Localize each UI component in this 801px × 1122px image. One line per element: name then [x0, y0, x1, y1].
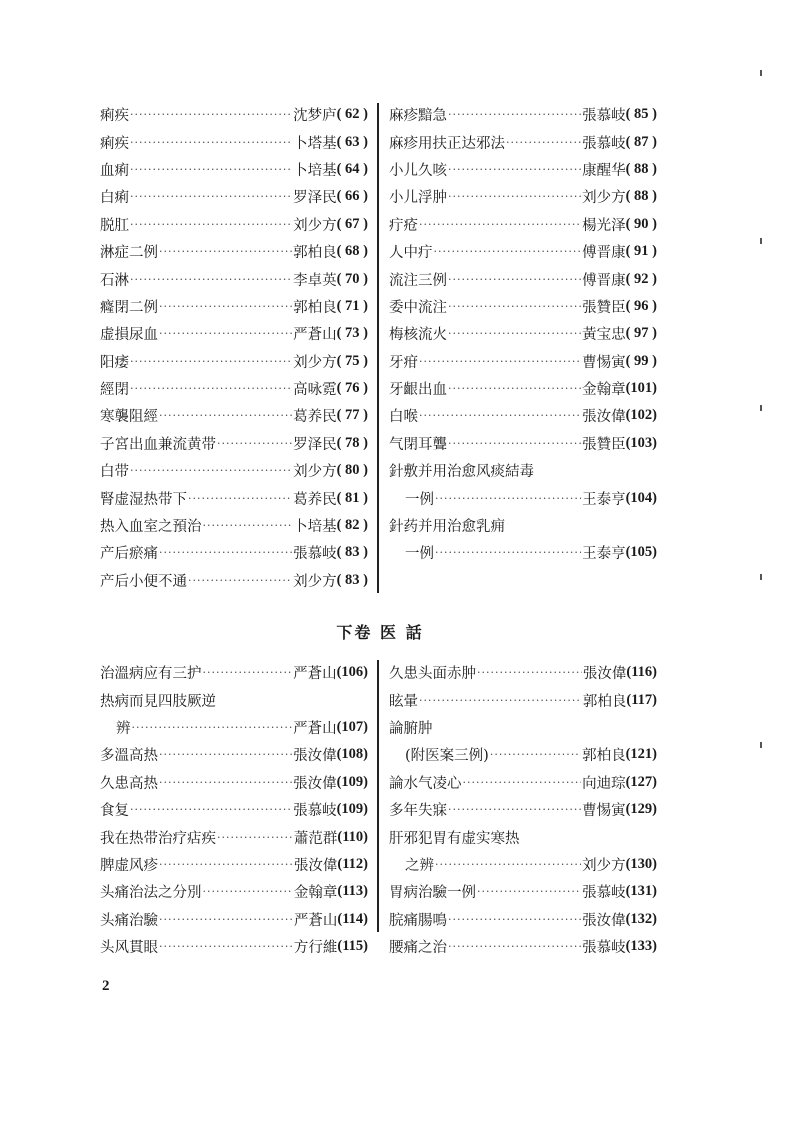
- entry-author: 刘少方: [293, 464, 337, 481]
- entry-page: ( 85 ): [625, 106, 657, 123]
- scan-edge-mark: [760, 742, 762, 748]
- entry-page: (110): [337, 828, 368, 845]
- dot-leader: [448, 190, 581, 203]
- dot-leader: [188, 574, 292, 587]
- entry-page: (106): [336, 664, 368, 681]
- toc-entry: [100, 796, 368, 823]
- dot-leader: [132, 721, 293, 734]
- entry-page: ( 91 ): [625, 243, 657, 260]
- toc-entry: [100, 183, 368, 210]
- entry-page: (108): [336, 746, 368, 763]
- dot-leader: [448, 940, 581, 953]
- entry-author: 严蒼山: [293, 327, 337, 344]
- entry-author: 严蒼山: [293, 912, 338, 929]
- toc-entry: [100, 484, 368, 511]
- entry-title: 人中疔: [389, 245, 433, 262]
- toc-entry: [100, 348, 368, 375]
- toc-entry: [100, 238, 368, 265]
- entry-page: ( 78 ): [336, 434, 368, 451]
- toc-top-left: [100, 101, 368, 594]
- entry-author: 高咏霓: [293, 382, 337, 399]
- entry-author: 李卓英: [293, 272, 337, 289]
- entry-page: (115): [337, 938, 368, 955]
- entry-author: 楊光泽: [582, 217, 626, 234]
- dot-leader: [419, 409, 581, 422]
- toc-entry: [100, 156, 368, 183]
- entry-author: 張汝偉: [582, 666, 627, 683]
- toc-entry: [100, 128, 368, 155]
- dot-leader: [448, 108, 581, 121]
- entry-title: 小儿浮肿: [389, 190, 447, 207]
- scan-edge-mark: [760, 70, 762, 76]
- entry-author: 刘少方: [582, 857, 626, 874]
- entry-author: 曹惕寅: [582, 803, 626, 820]
- toc-entry: [100, 265, 368, 292]
- entry-page: ( 71 ): [336, 297, 368, 314]
- toc-entry: [100, 714, 368, 741]
- entry-page: (132): [625, 910, 657, 927]
- toc-entry: [389, 878, 657, 905]
- entry-title: 腰痛之治: [389, 940, 447, 957]
- entry-author: 方行維: [293, 940, 338, 957]
- entry-title: 小儿久咳: [389, 162, 447, 179]
- entry-title-continuation: 一例: [405, 491, 434, 508]
- toc-entry: [100, 293, 368, 320]
- toc-entry: [100, 769, 368, 796]
- toc-top-right: [389, 101, 657, 567]
- toc-entry: [389, 430, 657, 457]
- toc-entry: [389, 320, 657, 347]
- toc-entry: [389, 851, 657, 878]
- entry-author: 張慕岐: [582, 940, 626, 957]
- entry-author: 郭柏良: [293, 299, 337, 316]
- toc-entry: [100, 101, 368, 128]
- entry-title: 牙齦出血: [389, 382, 447, 399]
- entry-title: 白带: [100, 464, 129, 481]
- toc-entry: [389, 101, 657, 128]
- dot-leader: [203, 666, 293, 679]
- entry-page: (113): [337, 883, 368, 900]
- dot-leader: [448, 327, 581, 340]
- entry-title: 血痢: [100, 162, 129, 179]
- entry-title: 痢疾: [100, 108, 129, 125]
- toc-entry: [389, 211, 657, 238]
- entry-page: (117): [626, 691, 657, 708]
- dot-leader: [448, 163, 581, 176]
- toc-entry: [100, 906, 368, 933]
- entry-page: ( 81 ): [336, 489, 368, 506]
- toc-entry: [100, 211, 368, 238]
- toc-entry-title-line: [389, 823, 657, 850]
- entry-page: (112): [337, 855, 368, 872]
- dot-leader: [448, 437, 581, 450]
- toc-entry-title-line: [389, 714, 657, 741]
- entry-author: 郭柏良: [582, 748, 626, 765]
- entry-title: 牙疳: [389, 354, 418, 371]
- dot-leader: [506, 136, 581, 149]
- dot-leader: [203, 519, 293, 532]
- entry-title-continuation: 之辨: [405, 857, 434, 874]
- entry-title: 我在热带治疗痁疾: [100, 830, 216, 847]
- toc-entry: [100, 933, 368, 960]
- dot-leader: [463, 776, 582, 789]
- entry-title: 治溫病应有三护: [100, 666, 202, 683]
- entry-title: 脾虚风疹: [100, 857, 158, 874]
- column-divider-top: [377, 103, 379, 593]
- toc-entry: [100, 430, 368, 457]
- entry-page: ( 63 ): [336, 133, 368, 150]
- entry-title: 脱肛: [100, 217, 129, 234]
- toc-entry: [389, 741, 657, 768]
- entry-title: 头痛治驗: [100, 912, 158, 929]
- dot-leader: [477, 666, 582, 679]
- dot-leader: [419, 355, 581, 368]
- entry-page: ( 70 ): [336, 270, 368, 287]
- dot-leader: [448, 803, 581, 816]
- entry-page: (102): [625, 407, 657, 424]
- toc-entry: [389, 128, 657, 155]
- entry-page: ( 80 ): [336, 462, 368, 479]
- entry-author: 張慕岐: [293, 803, 337, 820]
- entry-author: 張汝偉: [293, 775, 337, 792]
- entry-title: 流注三例: [389, 272, 447, 289]
- entry-page: (103): [625, 434, 657, 451]
- toc-entry-title-line: [100, 686, 368, 713]
- entry-page: (129): [625, 801, 657, 818]
- dot-leader: [419, 218, 581, 231]
- entry-page: ( 90 ): [625, 215, 657, 232]
- entry-author: 張贊臣: [582, 299, 626, 316]
- entry-title: 气閉耳聾: [389, 436, 447, 453]
- toc-entry: [389, 375, 657, 402]
- entry-title: 疔疮: [389, 217, 418, 234]
- section-title: 下卷 医 話: [336, 623, 424, 642]
- entry-page: ( 66 ): [336, 188, 368, 205]
- entry-page: (101): [625, 380, 657, 397]
- toc-entry-title-line: [389, 512, 657, 539]
- entry-title: 久患高热: [100, 775, 158, 792]
- entry-page: ( 97 ): [625, 325, 657, 342]
- toc-bottom-left: [100, 659, 368, 960]
- entry-author: 刘少方: [293, 217, 337, 234]
- toc-entry: [100, 512, 368, 539]
- entry-author: 刘少方: [293, 573, 337, 590]
- dot-leader: [130, 108, 292, 121]
- toc-entry: [389, 933, 657, 960]
- entry-author: 罗泽民: [293, 436, 337, 453]
- entry-author: 張汝偉: [293, 857, 338, 874]
- entry-title: 淋症二例: [100, 245, 158, 262]
- toc-entry-title-line: [389, 457, 657, 484]
- entry-author: 卜培基: [293, 162, 337, 179]
- toc-entry: [389, 484, 657, 511]
- entry-title-continuation: 一例: [405, 546, 434, 563]
- dot-leader: [130, 355, 292, 368]
- entry-author: 卜塔基: [293, 135, 337, 152]
- entry-page: (104): [625, 489, 657, 506]
- entry-author: 張慕岐: [293, 546, 337, 563]
- entry-author: 郭柏良: [293, 245, 337, 262]
- dot-leader: [188, 492, 292, 505]
- toc-entry: [389, 906, 657, 933]
- toc-entry: [100, 402, 368, 429]
- entry-title-continuation: 辨: [116, 720, 131, 737]
- dot-leader: [130, 190, 292, 203]
- toc-entry: [100, 823, 368, 850]
- entry-page: (116): [626, 664, 657, 681]
- entry-page: (121): [625, 746, 657, 763]
- entry-author: 金翰章: [293, 885, 338, 902]
- entry-title: 肝邪犯胃有虚实寒热: [389, 830, 520, 847]
- dot-leader: [159, 913, 293, 926]
- toc-entry: [389, 659, 657, 686]
- entry-author: 黃宝忠: [582, 327, 626, 344]
- toc-entry: [100, 457, 368, 484]
- entry-title: 石淋: [100, 272, 129, 289]
- toc-entry: [389, 686, 657, 713]
- dot-leader: [130, 136, 292, 149]
- entry-author: 張汝偉: [582, 409, 626, 426]
- toc-entry: [389, 539, 657, 566]
- entry-title: 虚損尿血: [100, 327, 158, 344]
- entry-author: 張慕岐: [582, 135, 626, 152]
- dot-leader: [217, 437, 292, 450]
- entry-author: 康醒华: [582, 162, 626, 179]
- entry-title: 产后小便不通: [100, 573, 187, 590]
- entry-title: 腎虚湿热带下: [100, 491, 187, 508]
- entry-page: ( 73 ): [336, 325, 368, 342]
- entry-title: 热病而見四肢厥逆: [100, 693, 216, 710]
- entry-title: 白喉: [389, 409, 418, 426]
- toc-entry: [100, 741, 368, 768]
- toc-entry: [389, 293, 657, 320]
- entry-title: 子宮出血兼流黄带: [100, 436, 216, 453]
- dot-leader: [130, 273, 292, 286]
- toc-entry: [100, 320, 368, 347]
- page-number: 2: [102, 978, 110, 994]
- entry-page: (130): [625, 855, 657, 872]
- entry-author: 向迪琮: [582, 775, 626, 792]
- toc-entry: [100, 878, 368, 905]
- toc-bottom-right: [389, 659, 657, 960]
- entry-title: 麻疹用扶正达邪法: [389, 135, 505, 152]
- dot-leader: [159, 546, 292, 559]
- entry-title: 阳痿: [100, 354, 129, 371]
- entry-page: ( 92 ): [625, 270, 657, 287]
- entry-title: 产后瘀痛: [100, 546, 158, 563]
- dot-leader: [159, 776, 292, 789]
- entry-author: 葛养民: [293, 491, 337, 508]
- dot-leader: [477, 885, 581, 898]
- entry-page: (127): [625, 773, 657, 790]
- entry-page: ( 88 ): [625, 160, 657, 177]
- dot-leader: [159, 858, 293, 871]
- entry-author: 曹惕寅: [582, 354, 626, 371]
- entry-title: 經閉: [100, 382, 129, 399]
- entry-author: 張慕岐: [582, 885, 626, 902]
- entry-title: 論腑肿: [389, 720, 433, 737]
- entry-page: (109): [336, 801, 368, 818]
- entry-author: 罗泽民: [293, 190, 337, 207]
- entry-author: 刘少方: [293, 354, 337, 371]
- entry-author: 金翰章: [582, 382, 626, 399]
- entry-title: 白痢: [100, 190, 129, 207]
- entry-author: 郭柏良: [582, 693, 627, 710]
- entry-author: 傅晋康: [582, 245, 626, 262]
- entry-author: 張汝偉: [582, 912, 626, 929]
- dot-leader: [490, 748, 581, 761]
- entry-title: 梅核流火: [389, 327, 447, 344]
- entry-title: 胃病治驗一例: [389, 885, 476, 902]
- scan-edge-mark: [760, 574, 762, 580]
- entry-author: 刘少方: [582, 190, 626, 207]
- entry-title: 寒襲阻經: [100, 409, 158, 426]
- entry-page: ( 87 ): [625, 133, 657, 150]
- dot-leader: [448, 913, 581, 926]
- dot-leader: [203, 885, 293, 898]
- dot-leader: [448, 273, 581, 286]
- dot-leader: [448, 300, 581, 313]
- entry-page: (114): [337, 910, 368, 927]
- dot-leader: [130, 803, 292, 816]
- entry-page: ( 77 ): [336, 407, 368, 424]
- entry-title: 麻疹黯急: [389, 108, 447, 125]
- entry-title: 脘痛腸鳴: [389, 912, 447, 929]
- entry-title: 痢疾: [100, 135, 129, 152]
- entry-page: ( 83 ): [336, 571, 368, 588]
- entry-author: 严蒼山: [293, 666, 337, 683]
- entry-page: ( 75 ): [336, 352, 368, 369]
- entry-author: 傅晋康: [582, 272, 626, 289]
- entry-title: 头风貫眼: [100, 940, 158, 957]
- toc-entry: [100, 851, 368, 878]
- entry-page: (133): [625, 938, 657, 955]
- entry-title: 食复: [100, 803, 129, 820]
- entry-page: ( 99 ): [625, 352, 657, 369]
- toc-entry: [389, 402, 657, 429]
- entry-author: 葛养民: [293, 409, 337, 426]
- entry-page: ( 83 ): [336, 544, 368, 561]
- toc-entry: [389, 183, 657, 210]
- entry-page: (107): [336, 718, 368, 735]
- dot-leader: [419, 694, 582, 707]
- toc-entry: [100, 539, 368, 566]
- dot-leader: [435, 546, 581, 559]
- entry-title: 多溫高热: [100, 748, 158, 765]
- entry-author: 严蒼山: [293, 720, 337, 737]
- entry-title: 癃閉二例: [100, 299, 158, 316]
- entry-page: ( 82 ): [336, 517, 368, 534]
- entry-title: 針敷并用治愈风痰結毒: [389, 464, 534, 481]
- dot-leader: [435, 858, 581, 871]
- scan-edge-mark: [760, 405, 762, 411]
- entry-title: 針药并用治愈乳痈: [389, 519, 505, 536]
- dot-leader: [130, 382, 292, 395]
- toc-entry: [100, 567, 368, 594]
- column-divider-bottom: [377, 660, 379, 932]
- toc-entry: [389, 238, 657, 265]
- entry-author: 張贊臣: [582, 436, 626, 453]
- entry-title: 委中流注: [389, 299, 447, 316]
- dot-leader: [159, 940, 293, 953]
- entry-page: (105): [625, 544, 657, 561]
- toc-entry: [389, 769, 657, 796]
- entry-page: ( 62 ): [336, 106, 368, 123]
- entry-page: ( 96 ): [625, 297, 657, 314]
- entry-page: ( 67 ): [336, 215, 368, 232]
- dot-leader: [435, 492, 581, 505]
- dot-leader: [159, 245, 292, 258]
- scan-edge-mark: [760, 238, 762, 244]
- entry-author: 沈梦庐: [293, 108, 337, 125]
- entry-author: 卜培基: [293, 519, 337, 536]
- entry-page: (131): [625, 883, 657, 900]
- dot-leader: [159, 300, 292, 313]
- entry-author: 張慕岐: [582, 108, 626, 125]
- entry-title: 多年失寐: [389, 803, 447, 820]
- dot-leader: [159, 409, 292, 422]
- dot-leader: [159, 327, 292, 340]
- dot-leader: [130, 464, 292, 477]
- toc-entry: [389, 265, 657, 292]
- entry-title: 久患头面赤肿: [389, 666, 476, 683]
- dot-leader: [448, 382, 581, 395]
- entry-title: 眩暈: [389, 693, 418, 710]
- entry-title: 热入血室之預治: [100, 519, 202, 536]
- entry-author: 王泰亨: [582, 546, 626, 563]
- entry-author: 王泰亨: [582, 491, 626, 508]
- entry-page: (109): [336, 773, 368, 790]
- dot-leader: [130, 218, 292, 231]
- entry-title: 論水气凌心: [389, 775, 462, 792]
- dot-leader: [434, 245, 582, 258]
- entry-author: 張汝偉: [293, 748, 337, 765]
- entry-title: 头痛治法之分別: [100, 885, 202, 902]
- entry-page: ( 76 ): [336, 380, 368, 397]
- toc-entry: [389, 156, 657, 183]
- toc-entry: [100, 375, 368, 402]
- entry-author: 蕭范群: [293, 830, 338, 847]
- entry-page: ( 68 ): [336, 243, 368, 260]
- dot-leader: [130, 163, 292, 176]
- entry-page: ( 64 ): [336, 160, 368, 177]
- toc-entry: [389, 348, 657, 375]
- entry-page: ( 88 ): [625, 188, 657, 205]
- dot-leader: [159, 748, 292, 761]
- dot-leader: [217, 831, 293, 844]
- toc-entry: [100, 659, 368, 686]
- toc-entry: [389, 796, 657, 823]
- entry-title-continuation: (附医案三例): [405, 748, 489, 765]
